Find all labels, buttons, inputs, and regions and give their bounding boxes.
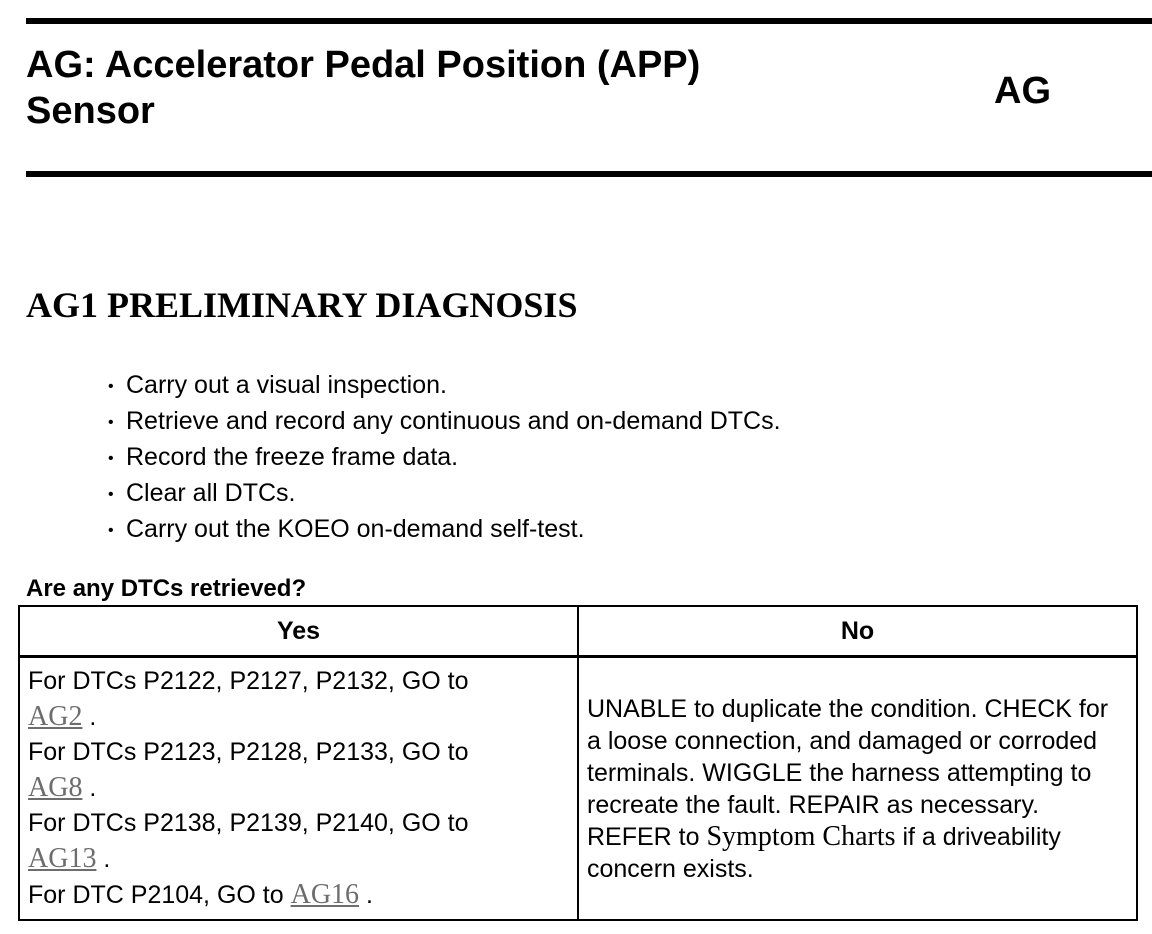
procedure-steps xyxy=(108,368,781,548)
no-column-header: No xyxy=(578,606,1137,657)
top-rule xyxy=(26,18,1152,24)
procedure-step-text: Retrieve and record any continuous and on-demand DTCs. xyxy=(126,407,781,435)
dtc-branch-end: . xyxy=(359,881,373,909)
no-action-text-end: if a driveability concern exists. xyxy=(587,822,1061,883)
bottom-rule xyxy=(26,171,1152,177)
link-ag8[interactable]: AG8 xyxy=(28,772,83,803)
table-row xyxy=(19,657,1137,921)
procedure-step-text: Clear all DTCs. xyxy=(126,479,296,507)
section-title-line-1: AG: Accelerator Pedal Position (APP) xyxy=(26,44,701,86)
dtc-branch-end: . xyxy=(82,774,97,802)
diagnostic-question: Are any DTCs retrieved? xyxy=(26,575,307,602)
section-title xyxy=(26,42,806,134)
dtc-branch-text: For DTC P2104, GO to xyxy=(28,881,291,909)
bullet-icon: • xyxy=(108,378,114,395)
bullet-icon: • xyxy=(108,450,114,467)
bullet-icon: • xyxy=(108,414,114,431)
yes-column-header: Yes xyxy=(19,606,578,657)
link-ag2[interactable]: AG2 xyxy=(28,701,83,732)
symptom-charts-reference: Symptom Charts xyxy=(706,820,896,852)
procedure-step xyxy=(108,512,781,548)
bullet-icon: • xyxy=(108,522,114,539)
section-code: AG xyxy=(994,70,1051,112)
dtc-branch-text: For DTCs P2122, P2127, P2132, GO to xyxy=(28,667,469,695)
link-ag13[interactable]: AG13 xyxy=(28,843,97,874)
link-ag16[interactable]: AG16 xyxy=(290,879,360,910)
table-header-row xyxy=(19,606,1137,657)
procedure-step xyxy=(108,440,781,476)
dtc-branch-end: . xyxy=(82,703,97,731)
yes-cell xyxy=(19,657,578,921)
test-step-heading: AG1 PRELIMINARY DIAGNOSIS xyxy=(26,285,578,325)
no-cell xyxy=(578,657,1137,921)
dtc-branch-text: For DTCs P2138, P2139, P2140, GO to xyxy=(28,809,469,837)
dtc-branch xyxy=(28,664,569,735)
procedure-step-text: Carry out a visual inspection. xyxy=(126,371,447,399)
dtc-branch-text: For DTCs P2123, P2128, P2133, GO to xyxy=(28,738,469,766)
procedure-step xyxy=(108,368,781,404)
no-action-text: UNABLE to duplicate the condition. CHECK for a loose connection, and damaged or corroded terminals. WIGGLE the harness attempting to recreate the fault. REPAIR as necessary. REFER to xyxy=(587,694,1109,851)
dtc-branch-end: . xyxy=(96,845,111,873)
dtc-branch xyxy=(28,735,569,806)
yes-no-table xyxy=(18,605,1138,921)
procedure-step-text: Carry out the KOEO on-demand self-test. xyxy=(126,515,585,543)
procedure-step xyxy=(108,476,781,512)
section-title-line-2: Sensor xyxy=(26,90,155,132)
procedure-step-text: Record the freeze frame data. xyxy=(126,443,459,471)
dtc-branch xyxy=(28,806,569,877)
procedure-step xyxy=(108,404,781,440)
dtc-branch xyxy=(28,877,569,913)
bullet-icon: • xyxy=(108,486,114,503)
